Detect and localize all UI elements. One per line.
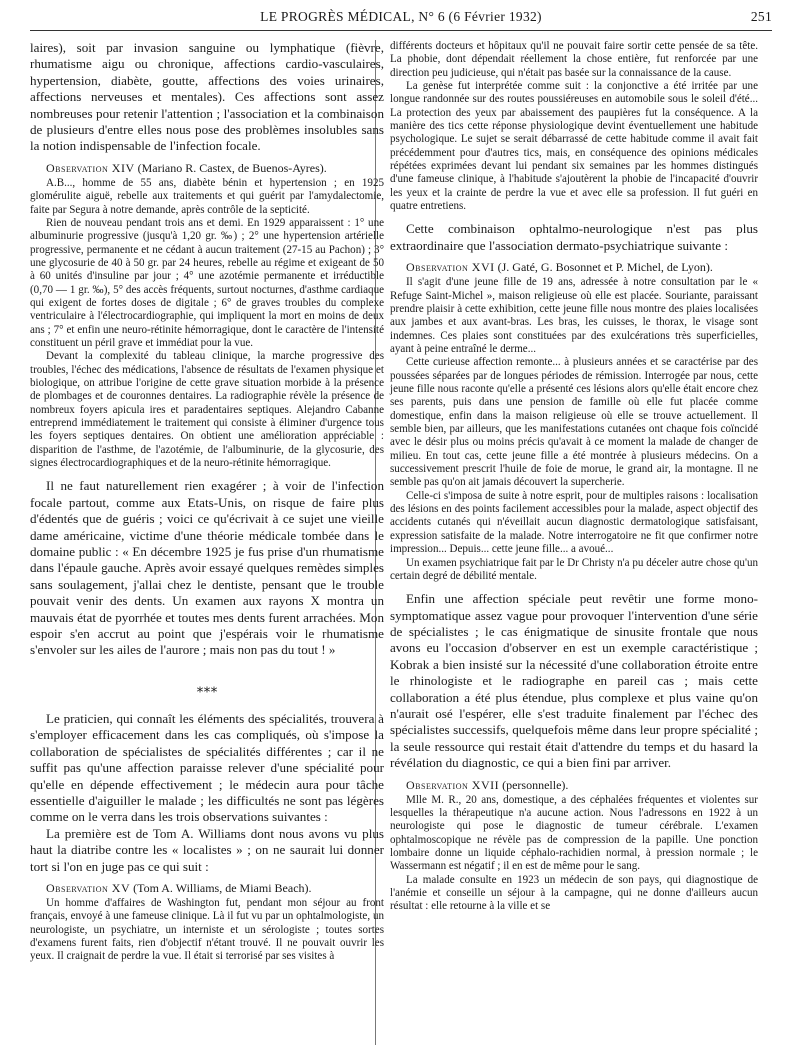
observation-text: Rien de nouveau pendant trois ans et demi. En 1929 apparaissent : 1° une albuminurie progressive (jusqu'à 1,20 gr. ‰) ; 2° une hypertension artérielle progressive, permanente et ne cédant à aucun traitement (27-15 au Pachon) ; 3° une glycosurie de 40 à 50 gr. par 24 heures, rebelle au régime et exigeant de 50 à 60 unités d'insuline par jour ; 4° une azotémie permanente et irréductible (0,70 — 1 gr. ‰), 5° des accès fréquents, surtout nocturnes, d'asthme cardiaque qui exigent de fortes doses de digitale ; 6° de graves troubles du complexe ventriculaire à l'électrocardiographie, qui impliquent la mort en moins de deux ans ; 7° et enfin une neuro-rétinite hémorragique, dont le caractère de l'intensité constituent un péril grave et immédiat pour la vue. <box>30 216 384 349</box>
paragraph: La première est de Tom A. Williams dont nous avons vu plus haut la diatribe contre les « localistes » ; on ne saurait lui donner tort si l'on en juge pas ce qui suit : <box>30 825 384 874</box>
paragraph: Il ne faut naturellement rien exagérer ; à voir de l'infection focale partout, comme aux Etats-Unis, on risque de faire plus d'édentés que de guéris ; voici ce qu'écrivait à ce sujet une vieille dame américaine, victime d'une théorie médicale tombée dans le domaine public : « En décembre 1925 je fus prise d'un rhumatisme dans l'épaule gauche. Après avoir essayé quelques remèdes simples sans soulagement, j'allai chez le dentiste, pensant que le trouble pouvait venir des dents. Un examen aux rayons X montra un mauvais état de pyorrhée et toutes mes dents furent arrachées. Mon espoir s'en accrut au point que j'espérais voir le rhumatisme s'envoler sur les ailes de l'aurore ; mais non pas du tout ! » <box>30 478 384 658</box>
paragraph: Cette combinaison ophtalmo-neurologique n'est pas plus extraordinaire que l'association dermato-psychiatrique suivante : <box>390 221 758 253</box>
observation-label: Observation XVII <box>406 777 500 792</box>
observation-text: Un examen psychiatrique fait par le Dr Christy n'a pu déceler autre chose qu'un certain degré de débilité mentale. <box>390 556 758 582</box>
observation-text: Celle-ci s'imposa de suite à notre esprit, pour de multiples raisons : localisation des lésions en des points facilement accessibles pour la malade, aspect objectif des accidents cutanés qui n'éveillait aucun diagnostic dermatologique satisfaisant, expression satisfaite de la malade. Notre interrogatoire ne fit que confirmer notre impression... Depuis... cette jeune fille... a avoué... <box>390 489 758 556</box>
observation-label: Observation XVI <box>406 260 495 275</box>
header-rule <box>30 30 772 31</box>
section-separator-asterism: ⁎⁎⁎ <box>196 680 218 696</box>
paragraph: Enfin une affection spéciale peut revêtir une forme mono-symptomatique assez vague pour provoquer l'intervention d'une série de spécialistes ; le cas énigmatique de sinusite frontale que nous avons eu l'occasion d'observer en est un exemple caractéristique ; Kobrak a bien insisté sur la nécessité d'une collaboration étroite entre le rhinologiste et le radiographe en pareil cas ; mais cette collaboration a été plus étendue, plus complexe et plus vaine qu'on n'aurait osé l'espérer, elle s'est traduite finalement par l'échec des spécialistes successifs, quelquefois même dans leur propre spécialité ; la seule ressource qui restait était d'attendre du temps et du hasard la révélation du diagnostic, ce qui a bien fini par arriver. <box>390 591 758 771</box>
observation-label: Observation XV <box>46 880 131 895</box>
right-column <box>390 40 758 914</box>
paragraph: laires), soit par invasion sanguine ou lymphatique (fièvre, rhumatisme aigu ou chronique, affections cardio-vasculaires, hypertension, diabète, goutte, affections des voies urinaires, affections nerveuses et mentales). Ces affections sont assez nombreuses pour retenir l'attention ; l'association et la combinaison de plusieurs d'entre elles nous pose des problèmes insolubles sans la notion indispensable de l'infection focale. <box>30 40 384 154</box>
observation-text: Il s'agit d'une jeune fille de 19 ans, adressée à notre consultation par le « Refuge Saint-Michel », maison religieuse où elle est placée. Souriante, paraissant prendre plaisir à cette exhibition, cette jeune fille nous montre des plaies localisées aux jambes et aux avant-bras. Les bras, les cuisses, le thorax, le visage sont indemnes. Ces plaies sont constituées par des exulcérations très superficielles, ayant à peine entraîné le derme... <box>390 276 758 355</box>
observation-text: Mlle M. R., 20 ans, domestique, a des céphalées fréquentes et violentes sur lesquelles la thérapeutique n'a aucune action. Nous l'adressons en 1922 à un neurologiste qui pose le diagnostic de tumeur cérébrale. L'examen ophtalmoscopique ne révèle pas de compression de la papille. Une ponction lombaire donne un liquide céphalo-rachidien normal, à pression normale ; le Wassermann est négatif ; il en est de même pour le sang. <box>390 793 758 873</box>
observation-label: Observation XIV <box>46 160 135 175</box>
observation-author: (Tom A. Williams, de Miami Beach). <box>133 880 312 895</box>
observation-text: A.B..., homme de 55 ans, diabète bénin et hypertension ; en 1925 glomérulite aiguë, rebelle aux traitements et qui guérit par l'amydalectomie, faite par Segura à notre demande, après contrôle de la septicité. <box>30 176 384 216</box>
observation-text: différents docteurs et hôpitaux qu'il ne pouvait faire sortir cette pensée de sa tête. La phobie, dont dépendait réellement la chose entière, fut renforcée par une direction peu judicieuse, qui n'était pas basée sur la connaissance de la cause. <box>390 40 758 79</box>
paragraph: Le praticien, qui connaît les éléments des spécialités, trouvera à s'employer efficacement dans les cas compliqués, où s'impose la collaboration de spécialistes de spécialités différentes ; car il ne suffit pas qu'une affection paraisse relever d'une spécialité pour qu'elle en dépende effectivement ; le médecin aura pour tâche essentielle d'aiguiller le malade ; les difficultés ne sont pas légères comme on le verra dans les trois observations suivantes : <box>30 710 384 825</box>
page-number: 251 <box>750 9 772 24</box>
observation-text: La malade consulte en 1923 un médecin de son pays, qui diagnostique de l'anémie et conseille un séjour à la campagne, qui ne donne d'ailleurs aucun résultat : elle retourne à la ville et se <box>390 873 758 913</box>
observation-heading <box>30 881 384 896</box>
observation-heading <box>30 161 384 176</box>
observation-heading <box>390 260 758 275</box>
observation-author: (personnelle). <box>502 777 569 792</box>
observation-author: (Mariano R. Castex, de Buenos-Ayres). <box>137 160 327 175</box>
observation-text: Cette curieuse affection remonte... à plusieurs années et se caractérise par des poussées séparées par de longues périodes de rémission. Interrogée par nous, cette jeune fille nous raconte qu'elle a présenté ces lésions alors qu'elle était encore chez ses parents, puis dans une pension de famille où elle fut placée comme domestique, enfin dans la maison religieuse où elle se trouve actuellement. Il semble bien, par ailleurs, que les manifestations cutanées ont chaque fois coïncidé avec le désir plus ou moins précis qu'avait à ce moment la malade de changer de milieu. En tout cas, cette jeune fille a été montrée à plusieurs médecins. On a successivement prescrit l'huile de foie de morue, le grand air, la montagne. Il ne semble pas qu'on ait jamais découvert la supercherie. <box>390 356 758 489</box>
journal-title: LE PROGRÈS MÉDICAL, N° 6 (6 Février 1932) <box>260 9 542 24</box>
observation-text: Un homme d'affaires de Washington fut, pendant mon séjour au front français, envoyé à une fameuse clinique. Là il fut vu par un ophtalmologiste, un neurologiste, un psychiatre, un interniste et un sérologiste ; toutes sortes d'examens furent faits, rien d'objectif n'étant trouvé. Il ne pouvait ouvrir les yeux. Il craignait de perdre la vue. Il était si terrorisé par ses visites à <box>30 896 384 963</box>
observation-text: La genèse fut interprétée comme suit : la conjonctive a été irritée par une longue randonnée sur des routes poussiéreuses en automobile sous le soleil d'été... La protection des yeux par abaissement des paupières fut la conséquence. A la manière des tics cette réponse physiologique devint éventuellement une habitude psychologique. Le sujet se serait débarrassé de cette habitude comme il avait fait précédemment pour d'autres tics, mais, en conséquence des opinions médicales répétées exprimées devant lui pendant six semaines par les hommes distingués d'une fameuse clinique, à l'habitude s'ajoutèrent la phobie de l'incapacité d'ouvrir les yeux et la crainte de perdre la vue et avec elle sa profession. Il fut guéri en quatre entretiens. <box>390 80 758 213</box>
observation-author: (J. Gaté, G. Bosonnet et P. Michel, de Lyon). <box>497 260 713 275</box>
observation-heading <box>390 778 758 793</box>
left-column <box>30 40 384 964</box>
observation-text: Devant la complexité du tableau clinique, la marche progressive des troubles, l'échec des médications, l'absence de résultats de l'examen physique et biologique, on attribue l'origine de cette grave situation morbide à la présence de plombages et de couronnes dentaires. La radiographie révèle la présence de nombreux foyers apicula ires et paradentaires septiques. Alejandro Cabanne entreprend immédiatement le traitement qui consiste à éliminer d'urgence tous les foyers septiques dentaires. On obtient une amélioration appréciable : disparition de l'asthme, de l'azotémie, de l'albuminurie, de la glycosurie, des signes électrocardiographiques et de la neuro-rétinite hémorragique. <box>30 350 384 470</box>
running-header <box>30 6 772 28</box>
